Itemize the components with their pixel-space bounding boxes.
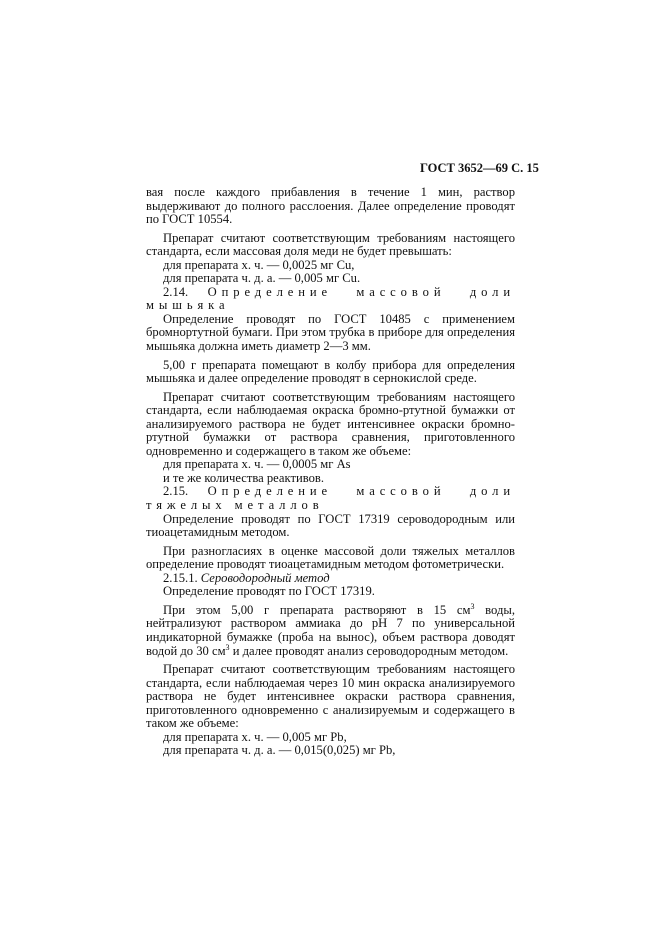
paragraph: Определение проводят по ГОСТ 17319 сероводородным или тиоацетамидным методом. xyxy=(146,511,515,540)
section-heading-2-15 xyxy=(146,485,515,512)
paragraph: вая после каждого прибавления в течение 1 мин, раствор выдерживают до полного расслоения. Далее определение проводят по ГОСТ 10554. xyxy=(146,185,515,227)
text-run: воды, нейтрализуют раствором аммиака до pH 7 по универсальной индикаторной бумажке (проба на вынос), объем раствора доводят водой до 30 см xyxy=(146,602,515,658)
section-heading-2-14 xyxy=(146,286,515,313)
text-run: и далее проводят анализ сероводородным методом. xyxy=(229,643,509,658)
paragraph xyxy=(146,601,515,658)
superscript: 3 xyxy=(225,642,230,652)
list-item: для препарата х. ч. — 0,005 мг Pb, xyxy=(163,729,347,744)
subsection-heading-2-15-1 xyxy=(146,572,515,586)
paragraph: Препарат считают соответствующим требованиям настоящего стандарта, если наблюдаемая через 10 мин окраска анализируемого раствора не будет интенсивнее окраски раствора сравнения, приготовленного одновременно с анализируемым и содержащего в таком же объеме: xyxy=(146,662,515,731)
section-number: 2.15.1. xyxy=(163,570,198,585)
document-body xyxy=(146,186,515,758)
list-item: для препарата ч. д. а. — 0,005 мг Cu. xyxy=(163,271,361,286)
paragraph: Определение проводят по ГОСТ 17319. xyxy=(163,584,375,599)
paragraph: Определение проводят по ГОСТ 10485 с применением бромнортутной бумаги. При этом трубка в приборе для определения мышьяка должна иметь диаметр 2—3 мм. xyxy=(146,311,515,354)
superscript: 3 xyxy=(470,601,475,611)
paragraph: 5,00 г препарата помещают в колбу прибора для определения мышьяка и далее определение проводят в сернокислой среде. xyxy=(146,357,515,386)
list-item: для препарата ч. д. а. — 0,015(0,025) мг Pb, xyxy=(163,743,396,758)
text-run: При этом 5,00 г препарата растворяют в 15 см xyxy=(163,602,471,617)
section-title: Определение массовой доли мышьяка xyxy=(146,284,515,313)
paragraph: При разногласиях в оценке массовой доли тяжелых металлов определение проводят тиоацетамидным методом фотометрически. xyxy=(146,543,515,572)
list-item: для препарата х. ч. — 0,0005 мг As xyxy=(163,457,351,472)
paragraph: Препарат считают соответствующим требованиям настоящего стандарта, если наблюдаемая окраска бромно-ртутной бумажки от анализируемого раствора не будет интенсивнее окраски бромно-ртутной бумажки от раствора сравнения, приготовленного одновременно и содержащего в таком же объеме: xyxy=(146,389,515,458)
section-number: 2.15. xyxy=(163,484,189,499)
paragraph: и те же количества реактивов. xyxy=(163,470,324,485)
page-header: ГОСТ 3652—69 С. 15 xyxy=(420,161,539,175)
list-item: для препарата х. ч. — 0,0025 мг Cu, xyxy=(163,257,355,272)
paragraph: Препарат считают соответствующим требованиям настоящего стандарта, если массовая доля меди не будет превышать: xyxy=(146,230,515,259)
section-number: 2.14. xyxy=(163,284,189,299)
section-title: Сероводородный метод xyxy=(200,570,330,585)
section-title: Определение массовой доли тяжелых металлов xyxy=(146,484,515,513)
